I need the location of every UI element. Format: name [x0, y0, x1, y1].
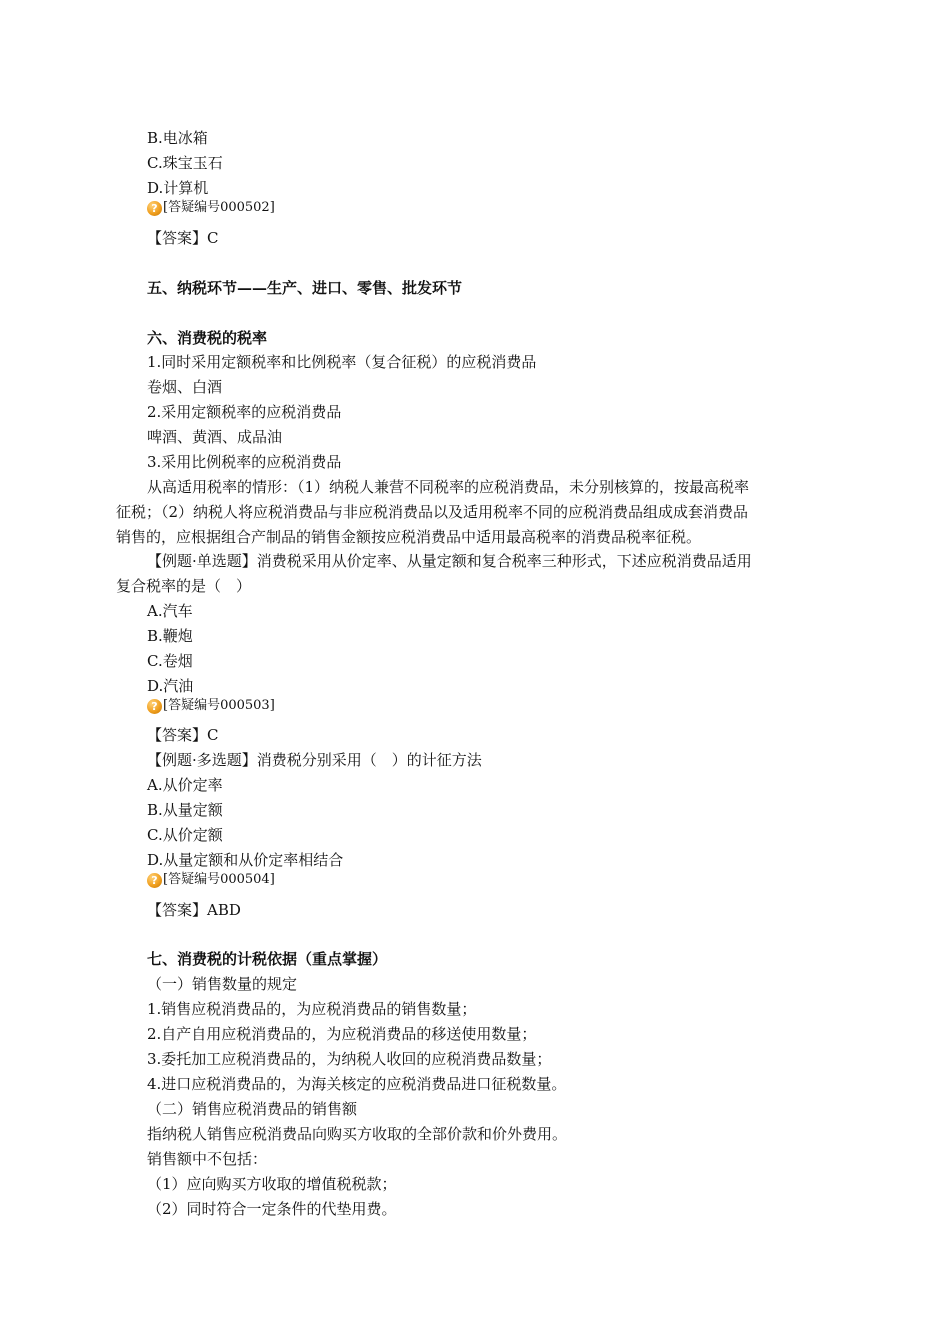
text-line: 4.进口应税消费品的，为海关核定的应税消费品进口征税数量。: [147, 1075, 567, 1093]
option-b: B.电冰箱: [147, 129, 208, 147]
text-line: 指纳税人销售应税消费品向购买方收取的全部价款和价外费用。: [147, 1125, 568, 1143]
qa-reference[interactable]: [147, 870, 275, 890]
paragraph-line: 从高适用税率的情形：（1）纳税人兼营不同税率的应税消费品，未分别核算的，按最高税率: [147, 478, 750, 496]
section-heading-5: 五、纳税环节——生产、进口、零售、批发环节: [147, 279, 463, 297]
option-d: D.汽油: [147, 677, 194, 695]
qa-reference[interactable]: [147, 198, 275, 218]
text-line: （2）同时符合一定条件的代垫用费。: [147, 1200, 397, 1218]
text-line: 3.采用比例税率的应税消费品: [147, 453, 342, 471]
option-d: D.计算机: [147, 179, 209, 197]
text-line: 卷烟、白酒: [147, 378, 223, 396]
section-heading-6: 六、消费税的税率: [147, 329, 268, 347]
text-line: 啤酒、黄酒、成品油: [147, 428, 283, 446]
question-mark-icon[interactable]: ?: [147, 201, 162, 216]
paragraph-line: 销售的，应根据组合产制品的销售金额按应税消费品中适用最高税率的消费品税率征税。: [116, 528, 702, 546]
option-b: B.从量定额: [147, 801, 223, 819]
answer: 【答案】C: [147, 229, 219, 247]
option-a: A.从价定率: [147, 776, 223, 794]
subheading: （二）销售应税消费品的销售额: [147, 1100, 358, 1118]
option-c: C.从价定额: [147, 826, 223, 844]
text-line: 1.销售应税消费品的，为应税消费品的销售数量；: [147, 1000, 477, 1018]
text-line: （1）应向购买方收取的增值税税款；: [147, 1175, 397, 1193]
paragraph-line: 征税；（2）纳税人将应税消费品与非应税消费品以及适用税率不同的应税消费品组成成套消费品: [116, 503, 749, 521]
option-c: C.卷烟: [147, 652, 193, 670]
text-line: 1.同时采用定额税率和比例税率（复合征税）的应税消费品: [147, 353, 537, 371]
text-line: 2.采用定额税率的应税消费品: [147, 403, 342, 421]
option-b: B.鞭炮: [147, 627, 193, 645]
question-mark-icon[interactable]: ?: [147, 873, 162, 888]
subheading: （一）销售数量的规定: [147, 975, 298, 993]
option-c: C.珠宝玉石: [147, 154, 223, 172]
qa-reference-label[interactable]: [答疑编号000504]: [163, 872, 275, 887]
text-line: 3.委托加工应税消费品的，为纳税人收回的应税消费品数量；: [147, 1050, 552, 1068]
qa-reference[interactable]: [147, 696, 275, 716]
text-line: 销售额中不包括：: [147, 1150, 268, 1168]
text-line: 2.自产自用应税消费品的，为应税消费品的移送使用数量；: [147, 1025, 537, 1043]
option-d: D.从量定额和从价定率相结合: [147, 851, 344, 869]
section-heading-7: 七、消费税的计税依据（重点掌握）: [147, 950, 388, 968]
question-stem: 复合税率的是（ ）: [116, 577, 252, 595]
question-mark-icon[interactable]: ?: [147, 699, 162, 714]
qa-reference-label[interactable]: [答疑编号000503]: [163, 698, 275, 713]
answer: 【答案】ABD: [147, 901, 241, 919]
answer: 【答案】C: [147, 726, 219, 744]
question-stem: 【例题·单选题】消费税采用从价定率、从量定额和复合税率三种形式，下述应税消费品适用: [147, 552, 752, 570]
qa-reference-label[interactable]: [答疑编号000502]: [163, 200, 275, 215]
question-stem: 【例题·多选题】消费税分别采用（ ）的计征方法: [147, 751, 482, 769]
option-a: A.汽车: [147, 602, 193, 620]
